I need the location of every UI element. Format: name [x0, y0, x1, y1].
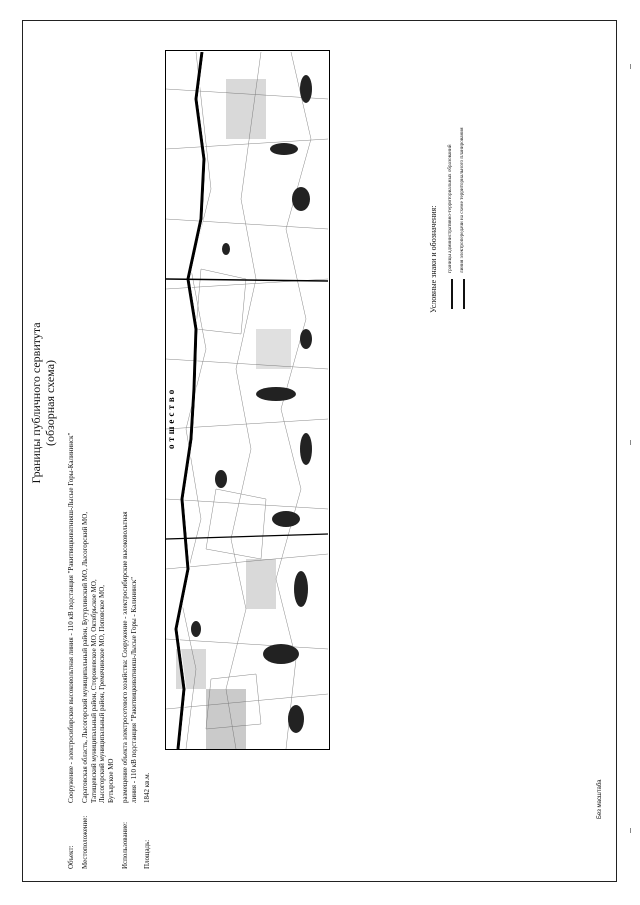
margin-tick — [630, 828, 631, 833]
field-label: Площадь: — [143, 839, 151, 869]
field-value: 1842 кв.м. — [143, 772, 151, 803]
legend-line-icon — [463, 279, 465, 309]
document-title — [29, 123, 57, 683]
title-main: Границы публичного сервитута — [29, 322, 43, 484]
scale-note: Без масштаба — [597, 779, 603, 819]
field-area — [143, 69, 153, 869]
field-location — [81, 69, 121, 869]
legend-item-boundary — [447, 69, 455, 309]
field-value: Сооружение - электросибирские высоковольтная линия - 110 кВ подстанция "Ракитвицкиватнияш-Лысые Горы-Калининск" — [67, 432, 75, 803]
field-label: Объект: — [67, 845, 75, 869]
field-label: Использование: — [121, 821, 129, 869]
legend-line-icon — [451, 279, 453, 309]
map-drawing — [166, 52, 328, 749]
margin-tick — [630, 64, 631, 69]
margin-tick — [630, 440, 631, 445]
field-label: Местоположение: — [81, 815, 89, 869]
field-object — [67, 69, 81, 869]
admin-boundary — [166, 534, 328, 539]
title-sub: (обзорная схема) — [43, 359, 57, 447]
field-value: размещение объекта электросетевого хозяйства: Сооружение - электросибирские высоковольтная линия - 110 кВ подстанция "Ракитвицкиватнияш-Лысые Горы - Калининск" — [121, 511, 138, 803]
legend-title: Условные знаки и обозначения: — [429, 205, 438, 313]
field-usage — [121, 69, 141, 869]
map-field-lines — [166, 52, 328, 749]
map-label: отшество — [166, 386, 176, 449]
overview-map — [165, 50, 330, 750]
document-frame — [22, 20, 617, 882]
legend-item-powerline — [459, 69, 467, 309]
legend-text: линия электропередачи на схеме территориального планирования — [459, 127, 465, 273]
field-value: Саратовская область, Лысогорский муниципальный район, Бутурлинский МО, Лысогорский МО, Татищевский муниципальный район, Сторожевское МО, Октябрьское МО, Лысогорский муниципальный район, Гремячинское МО, Поповское МО, Бутырское МО — [81, 511, 115, 803]
rotated-sheet — [23, 21, 618, 883]
legend-text: границы административно-территориальных образований — [447, 144, 453, 273]
